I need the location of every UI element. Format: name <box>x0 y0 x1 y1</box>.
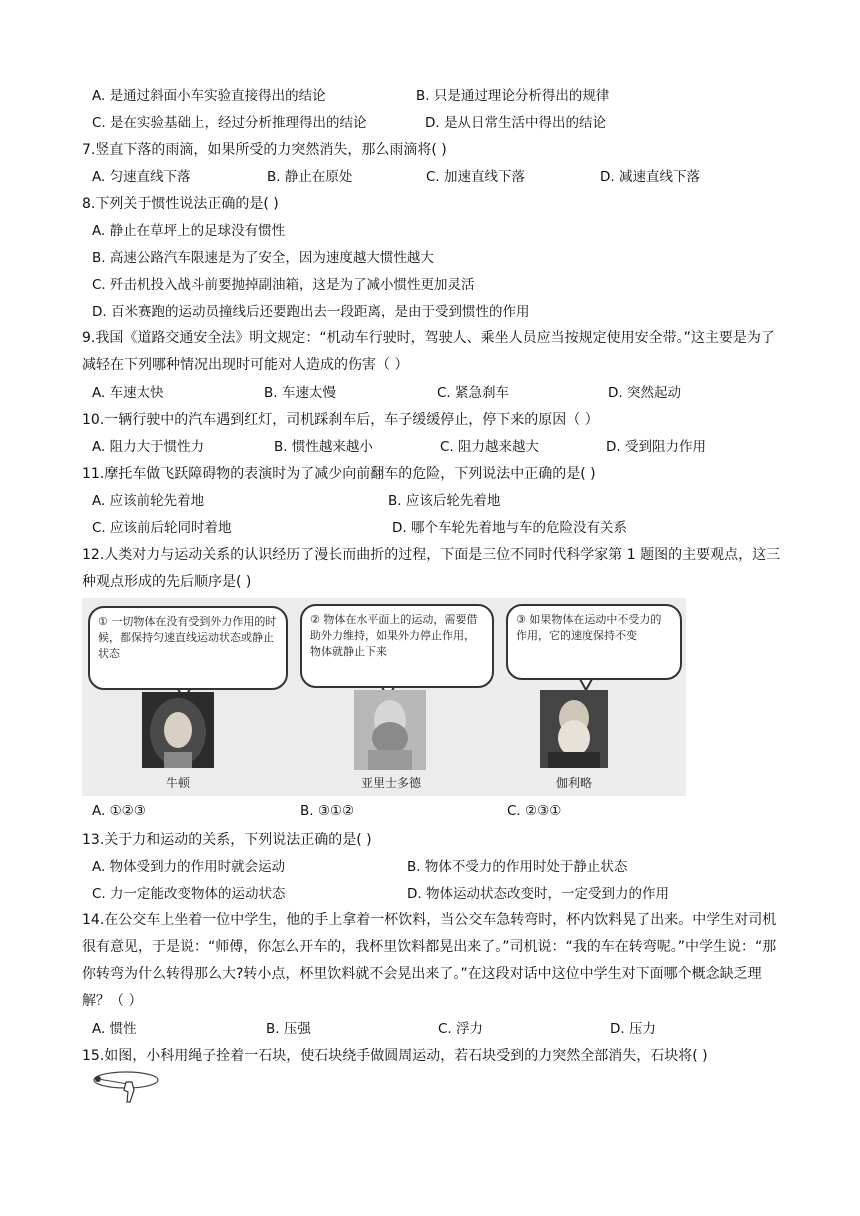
q7-option-b[interactable]: B. 静止在原处 <box>267 169 353 185</box>
aristotle-speech-bubble: ② 物体在水平面上的运动，需要借助外力维持，如果外力停止作用，物体就静止下来 <box>300 604 494 688</box>
q11-stem: 11.摩托车做飞跃障碍物的表演时为了减少向前翻车的危险，下列说法中正确的是( ) <box>82 466 596 482</box>
q14-option-d[interactable]: D. 压力 <box>610 1021 656 1037</box>
q14-stem: 14.在公交车上坐着一位中学生，他的手上拿着一杯饮料，当公交车急转弯时，杯内饮料晃了出来。中学生对司机很有意见，于是说：“师傅，你怎么开车的，我杯里饮料都晃出来了。”司机说：“我的车在转弯呢。”中学生说：“那你转弯为什么转得那么大?转小点，杯里饮料就不会晃出来了。”在这段对话中这位中学生对下面哪个概念缺乏理解？（ ） <box>82 912 777 1009</box>
q6-option-a[interactable]: A. 是通过斜面小车实验直接得出的结论 <box>92 88 326 104</box>
q9-option-a[interactable]: A. 车速太快 <box>92 385 164 401</box>
newton-name: 牛顿 <box>165 776 190 790</box>
galileo-speech-bubble: ③ 如果物体在运动中不受力的作用，它的速度保持不变 <box>506 604 682 680</box>
q12-stem: 12.人类对力与运动关系的认识经历了漫长而曲折的过程，下面是三位不同时代科学家第 1 题图的主要观点，这三种观点形成的先后顺序是( ) <box>82 547 781 590</box>
q9-stem: 9.我国《道路交通安全法》明文规定：“机动车行驶时，驾驶人、乘坐人员应当按规定使用安全带。”这主要是为了减轻在下列哪种情况出现时可能对人造成的伤害（ ） <box>82 330 775 373</box>
newton-speech-bubble: ① 一切物体在没有受到外力作用的时候，都保持匀速直线运动状态或静止状态 <box>88 606 288 690</box>
q13-stem: 13.关于力和运动的关系，下列说法正确的是( ) <box>82 832 372 848</box>
q13-options-row2 <box>92 884 792 904</box>
q6-options-row2 <box>92 113 792 133</box>
newton-portrait-image <box>142 692 214 768</box>
q8-option-d[interactable]: D. 百米赛跑的运动员撞线后还要跑出去一段距离，是由于受到惯性的作用 <box>92 304 530 320</box>
q11-options-row2 <box>92 518 792 538</box>
q13-option-a[interactable]: A. 物体受到力的作用时就会运动 <box>92 859 286 875</box>
q7-option-d[interactable]: D. 减速直线下落 <box>600 169 700 185</box>
q8-stem: 8.下列关于惯性说法正确的是( ) <box>82 196 279 212</box>
q9-option-c[interactable]: C. 紧急刹车 <box>437 385 510 401</box>
q14-option-c[interactable]: C. 浮力 <box>438 1021 484 1037</box>
q12-options <box>92 801 792 821</box>
hand-icon <box>124 1082 134 1102</box>
galileo-portrait-image <box>540 690 608 768</box>
q11-option-d[interactable]: D. 哪个车轮先着地与车的危险没有关系 <box>392 520 627 536</box>
q7-option-c[interactable]: C. 加速直线下落 <box>426 169 526 185</box>
q11-option-b[interactable]: B. 应该后轮先着地 <box>388 493 501 509</box>
rope-stone-figure <box>92 1068 162 1108</box>
q7-option-a[interactable]: A. 匀速直线下落 <box>92 169 191 185</box>
q13-options <box>92 857 792 877</box>
q6-option-b[interactable]: B. 只是通过理论分析得出的规律 <box>416 88 610 104</box>
q11-options <box>92 491 792 511</box>
q8-option-a[interactable]: A. 静止在草坪上的足球没有惯性 <box>92 223 286 239</box>
q6-options <box>92 86 792 106</box>
q10-options <box>92 437 792 457</box>
q14-options <box>92 1019 792 1039</box>
q11-option-c[interactable]: C. 应该前后轮同时着地 <box>92 520 232 536</box>
q14-option-a[interactable]: A. 惯性 <box>92 1021 137 1037</box>
q8-option-b[interactable]: B. 高速公路汽车限速是为了安全，因为速度越大惯性越大 <box>92 250 434 266</box>
q6-option-d[interactable]: D. 是从日常生活中得出的结论 <box>425 115 606 131</box>
q9-option-b[interactable]: B. 车速太慢 <box>264 385 336 401</box>
q12-option-c[interactable]: C. ②③① <box>507 803 562 819</box>
q14-option-b[interactable]: B. 压强 <box>266 1021 311 1037</box>
q10-option-b[interactable]: B. 惯性越来越小 <box>274 439 373 455</box>
q15-stem: 15.如图，小科用绳子拴着一石块，使石块绕手做圆周运动，若石块受到的力突然全部消失，石块将( ) <box>82 1048 708 1064</box>
q10-stem: 10.一辆行驶中的汽车遇到红灯，司机踩刹车后，车子缓缓停止，停下来的原因（ ） <box>82 412 599 428</box>
q12-option-b[interactable]: B. ③①② <box>300 803 355 819</box>
q12-scientists-figure <box>82 598 686 796</box>
q10-option-a[interactable]: A. 阻力大于惯性力 <box>92 439 205 455</box>
q13-option-c[interactable]: C. 力一定能改变物体的运动状态 <box>92 886 286 902</box>
q6-option-c[interactable]: C. 是在实验基础上，经过分析推理得出的结论 <box>92 115 367 131</box>
q11-option-a[interactable]: A. 应该前轮先着地 <box>92 493 205 509</box>
aristotle-portrait-image <box>354 690 426 770</box>
q10-option-d[interactable]: D. 受到阻力作用 <box>606 439 706 455</box>
aristotle-name: 亚里士多德 <box>360 776 421 790</box>
q10-option-c[interactable]: C. 阻力越来越大 <box>440 439 540 455</box>
q9-option-d[interactable]: D. 突然起动 <box>608 385 681 401</box>
q7-stem: 7.竖直下落的雨滴，如果所受的力突然消失，那么雨滴将( ) <box>82 142 447 158</box>
q13-option-b[interactable]: B. 物体不受力的作用时处于静止状态 <box>407 859 628 875</box>
q13-option-d[interactable]: D. 物体运动状态改变时，一定受到力的作用 <box>407 886 669 902</box>
q8-option-c[interactable]: C. 歼击机投入战斗前要抛掉副油箱，这是为了减小惯性更加灵活 <box>92 277 475 293</box>
q7-options <box>92 167 792 187</box>
q9-options <box>92 383 792 403</box>
q12-option-a[interactable]: A. ①②③ <box>92 803 146 819</box>
galileo-name: 伽利略 <box>555 776 592 790</box>
